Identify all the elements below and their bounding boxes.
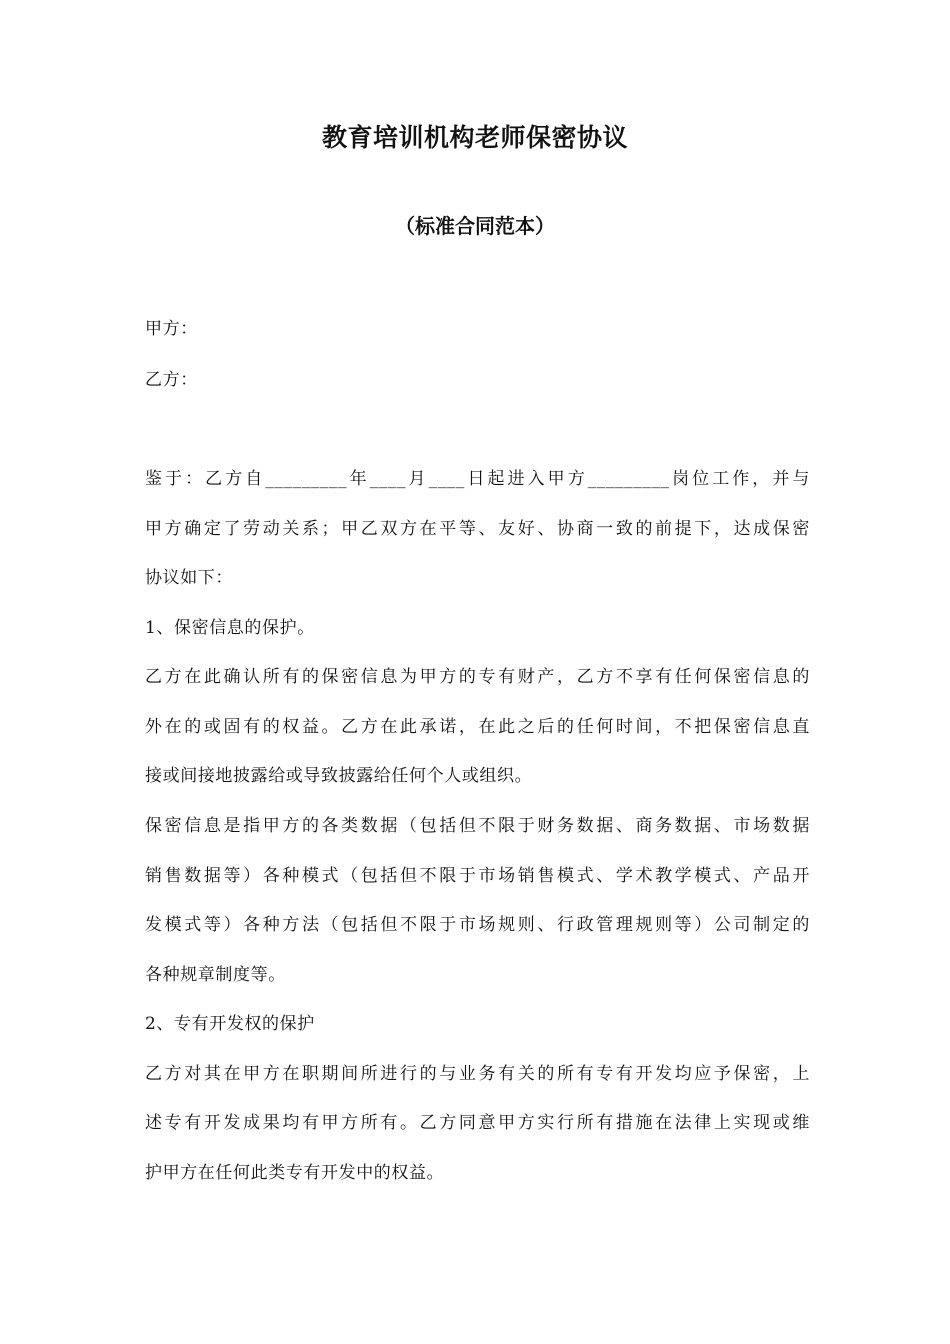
party-b-label: 乙方： [145, 370, 198, 390]
paragraph-line: 鉴于：乙方自_________年____月____日起进入甲方_________岗位工作，并与 [145, 469, 810, 489]
paragraph-line: 销售数据等）各种模式（包括但不限于市场销售模式、学术教学模式、产品开 [145, 866, 810, 886]
paragraph-line: 述专有开发成果均有甲方所有。乙方同意甲方实行所有措施在法律上实现或维 [145, 1113, 810, 1133]
party-a-label: 甲方： [145, 319, 198, 339]
paragraph-line: 乙方在此确认所有的保密信息为甲方的专有财产，乙方不享有任何保密信息的 [145, 667, 810, 687]
paragraph-line: 护甲方在任何此类专有开发中的权益。 [145, 1163, 445, 1183]
paragraph-line: 外在的或固有的权益。乙方在此承诺，在此之后的任何时间，不把保密信息直 [145, 717, 810, 737]
paragraph-line: 发模式等）各种方法（包括但不限于市场规则、行政管理规则等）公司制定的 [145, 915, 810, 935]
paragraph-line: 乙方对其在甲方在职期间所进行的与业务有关的所有专有开发均应予保密，上 [145, 1064, 810, 1084]
document-subtitle: （标准合同范本） [395, 214, 555, 238]
section-heading: 1、保密信息的保护。 [145, 618, 315, 638]
paragraph-line: 接或间接地披露给或导致披露给任何个人或组织。 [145, 766, 533, 786]
paragraph-line: 保密信息是指甲方的各类数据（包括但不限于财务数据、商务数据、市场数据 [145, 816, 810, 836]
paragraph-line: 各种规章制度等。 [145, 965, 286, 985]
paragraph-line: 协议如下： [145, 568, 233, 588]
document-title: 教育培训机构老师保密协议 [321, 123, 628, 152]
paragraph-line: 甲方确定了劳动关系；甲乙双方在平等、友好、协商一致的前提下，达成保密 [145, 519, 810, 539]
section-heading: 2、专有开发权的保护 [145, 1014, 315, 1034]
